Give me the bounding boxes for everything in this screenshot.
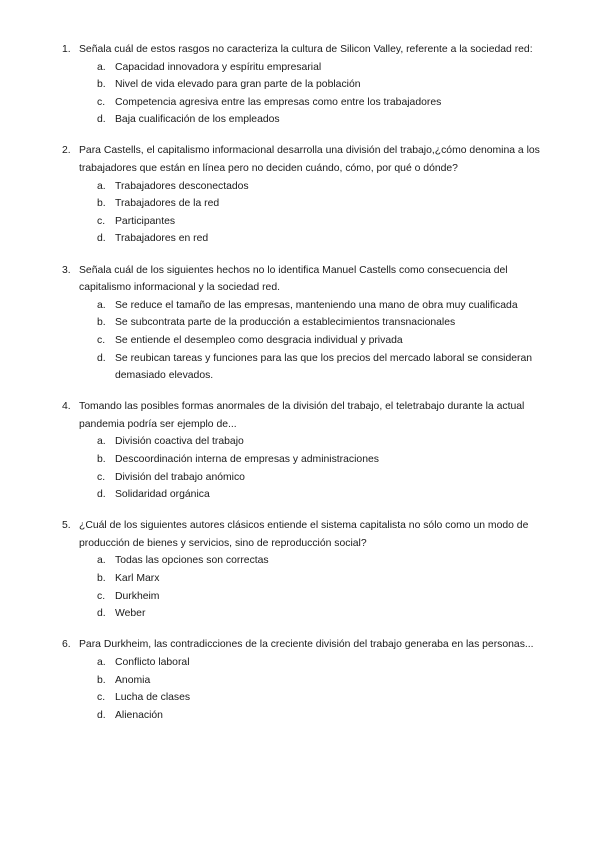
option-letter: b. — [97, 453, 106, 465]
option-text: Descoordinación interna de empresas y administraciones — [115, 453, 379, 465]
option-c — [97, 588, 560, 606]
option-a — [97, 297, 560, 315]
question-5 — [62, 517, 560, 623]
option-letter: b. — [97, 79, 106, 91]
option-letter: d. — [97, 489, 106, 501]
option-b — [97, 195, 560, 213]
option-letter: d. — [97, 114, 106, 126]
option-letter: b. — [97, 198, 106, 210]
option-text: Todas las opciones son correctas — [115, 555, 269, 567]
question-4 — [62, 398, 560, 504]
option-c — [97, 689, 560, 707]
option-text: Capacidad innovadora y espíritu empresarial — [115, 61, 322, 73]
option-letter: a. — [97, 61, 106, 73]
option-a — [97, 552, 560, 570]
option-a — [97, 654, 560, 672]
option-letter: d. — [97, 608, 106, 620]
option-text: Lucha de clases — [115, 692, 191, 704]
options-list — [62, 59, 560, 129]
option-text: Weber — [115, 608, 146, 620]
question-number: 3. — [62, 264, 71, 276]
question-number: 1. — [62, 44, 71, 55]
option-letter: b. — [97, 573, 106, 585]
option-a — [97, 59, 560, 77]
option-c — [97, 469, 560, 487]
option-d — [97, 707, 560, 725]
option-a — [97, 433, 560, 451]
option-b — [97, 314, 560, 332]
option-letter: c. — [97, 590, 106, 602]
options-list — [62, 654, 560, 724]
option-letter: c. — [97, 215, 106, 227]
question-header — [62, 398, 560, 433]
option-b — [97, 672, 560, 690]
question-number: 5. — [62, 520, 71, 532]
question-text: ¿Cuál de los siguientes autores clásicos entiende el sistema capitalista no sólo como un modo de producción de bienes y servicios, sino de reproducción social? — [79, 520, 529, 549]
option-text: División coactiva del trabajo — [115, 436, 244, 448]
option-letter: c. — [97, 96, 106, 108]
option-letter: a. — [97, 180, 106, 192]
option-text: Se reduce el tamaño de las empresas, manteniendo una mano de obra muy cualificada — [115, 299, 518, 311]
question-header — [62, 142, 560, 177]
option-text: Solidaridad orgánica — [115, 489, 210, 501]
question-1 — [62, 41, 560, 129]
option-letter: c. — [97, 692, 106, 704]
option-text: Competencia agresiva entre las empresas como entre los trabajadores — [115, 96, 442, 108]
option-text: Anomia — [115, 674, 151, 686]
option-letter: b. — [97, 674, 106, 686]
option-text: Alienación — [115, 709, 163, 721]
question-text: Tomando las posibles formas anormales de la división del trabajo, el teletrabajo durante la actual pandemia podría ser ejemplo de... — [79, 401, 525, 430]
question-header — [62, 262, 560, 297]
option-text: Trabajadores en red — [115, 233, 209, 245]
option-d — [97, 350, 560, 385]
option-letter: d. — [97, 233, 106, 245]
option-b — [97, 451, 560, 469]
options-list — [62, 552, 560, 622]
question-3 — [62, 262, 560, 385]
option-text: Baja cualificación de los empleados — [115, 114, 280, 126]
question-header — [62, 636, 560, 654]
option-text: Trabajadores de la red — [115, 198, 220, 210]
question-number: 6. — [62, 639, 71, 651]
option-letter: d. — [97, 352, 106, 364]
option-letter: c. — [97, 334, 106, 346]
option-c — [97, 94, 560, 112]
option-text: División del trabajo anómico — [115, 471, 245, 483]
option-text: Durkheim — [115, 590, 160, 602]
question-header — [62, 41, 560, 59]
question-2 — [62, 142, 560, 248]
option-c — [97, 332, 560, 350]
option-letter: a. — [97, 656, 106, 668]
option-c — [97, 213, 560, 231]
option-d — [97, 111, 560, 129]
option-text: Trabajadores desconectados — [115, 180, 249, 192]
option-text: Conflicto laboral — [115, 656, 190, 668]
question-text: Para Castells, el capitalismo informacional desarrolla una división del trabajo,¿cómo denomina a los trabajadores que están en línea pero no deciden cuándo, cómo, por qué o dónde? — [79, 145, 540, 175]
question-6 — [62, 636, 560, 724]
question-text: Para Durkheim, las contradicciones de la creciente división del trabajo generaba en las personas... — [79, 639, 534, 651]
option-text: Karl Marx — [115, 573, 160, 585]
option-letter: a. — [97, 555, 106, 567]
option-text: Se subcontrata parte de la producción a establecimientos transnacionales — [115, 317, 456, 329]
option-text: Se reubican tareas y funciones para las que los precios del mercado laboral se consideran demasiado elevados. — [115, 352, 533, 382]
question-text: Señala cuál de estos rasgos no caracteriza la cultura de Silicon Valley, referente a la sociedad red: — [79, 44, 533, 55]
option-letter: d. — [97, 709, 106, 721]
options-list — [62, 297, 560, 385]
question-header — [62, 517, 560, 552]
option-letter: c. — [97, 471, 106, 483]
option-letter: a. — [97, 299, 106, 311]
option-text: Se entiende el desempleo como desgracia individual y privada — [115, 334, 403, 346]
options-list — [62, 433, 560, 503]
option-b — [97, 76, 560, 94]
option-d — [97, 486, 560, 504]
option-d — [97, 605, 560, 623]
question-number: 4. — [62, 401, 71, 413]
option-a — [97, 178, 560, 196]
option-letter: a. — [97, 436, 106, 448]
option-b — [97, 570, 560, 588]
question-text: Señala cuál de los siguientes hechos no lo identifica Manuel Castells como consecuencia del capitalismo informacional y la sociedad red. — [79, 264, 508, 294]
option-d — [97, 230, 560, 248]
option-letter: b. — [97, 317, 106, 329]
options-list — [62, 178, 560, 248]
question-number: 2. — [62, 145, 71, 157]
option-text: Participantes — [115, 215, 176, 227]
option-text: Nivel de vida elevado para gran parte de la población — [115, 79, 361, 91]
